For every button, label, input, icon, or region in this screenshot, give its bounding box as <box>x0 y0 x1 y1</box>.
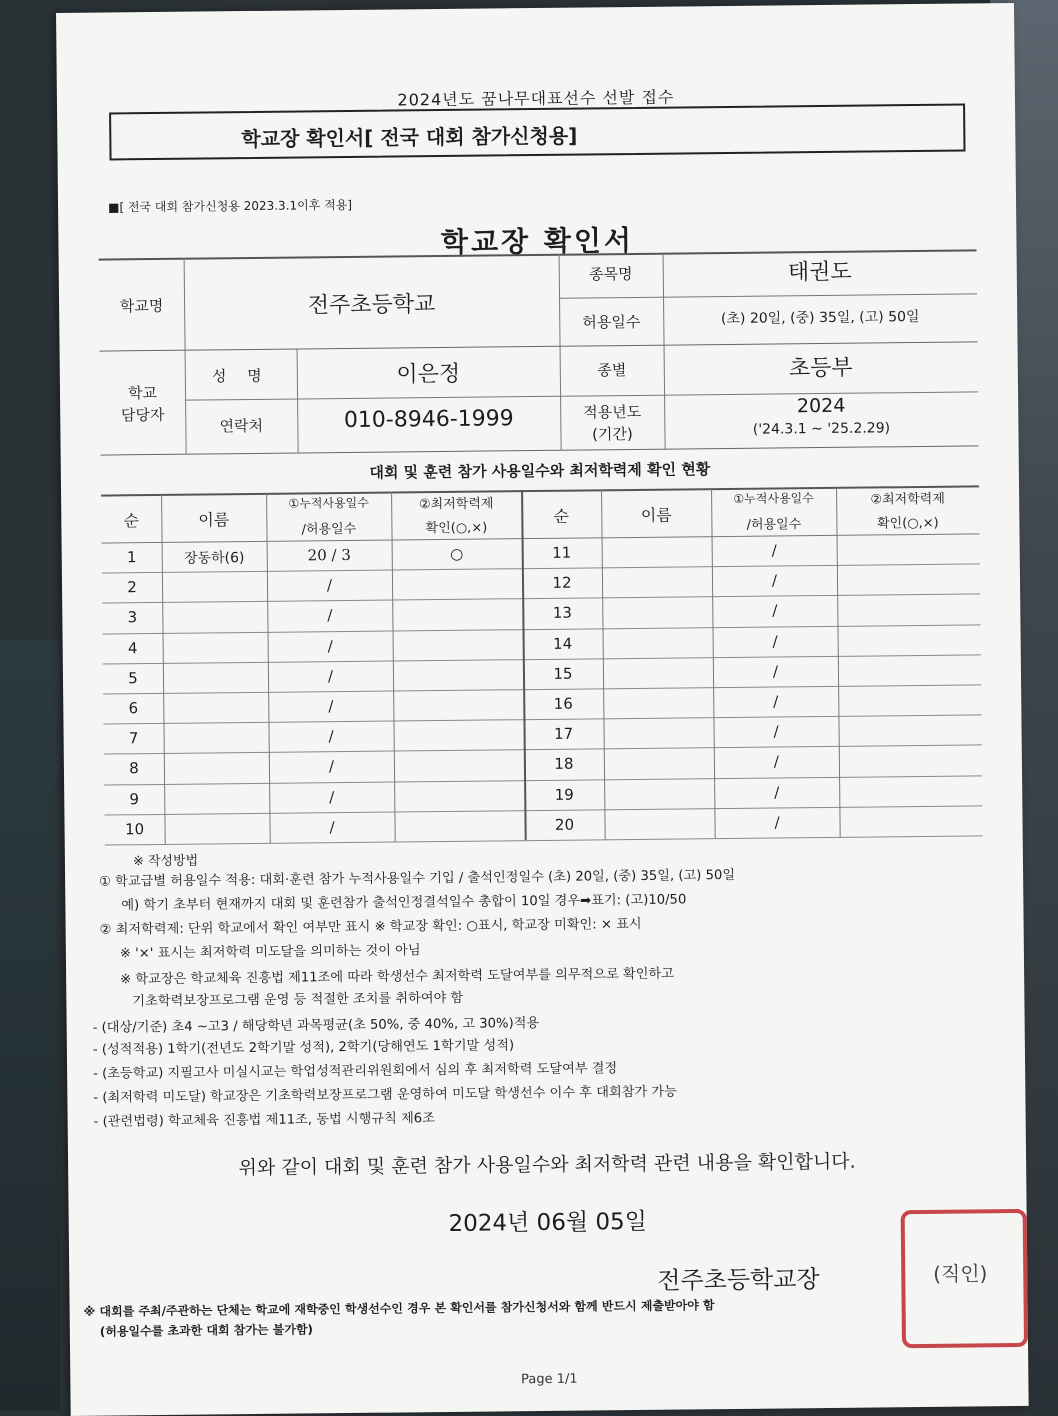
header-days-right-2: /허용일수 <box>746 517 802 533</box>
table-row-name <box>164 819 269 820</box>
table-row-name <box>162 607 267 608</box>
main-title: 학교장 확인서 <box>440 223 635 259</box>
instruction-line: 예) 학기 초부터 현재까지 대회 및 훈련참가 출석인정결석일수 총합이 10일 경우➡표기: (고)10/50 <box>121 892 687 914</box>
contact-value: 010-8946-1999 <box>343 406 514 434</box>
table-row-name <box>164 728 269 729</box>
table-row-name <box>163 698 268 699</box>
category-label: 종별 <box>597 361 627 380</box>
table-row-days: / <box>772 632 778 651</box>
table-row-check <box>838 660 981 661</box>
table-row-name: 장동하(6) <box>183 550 245 567</box>
table-row-check <box>394 756 524 757</box>
instruction-line: 기초학력보장프로그램 운영 등 적절한 조치를 취하여야 함 <box>132 990 464 1010</box>
table-row-days: / <box>328 757 335 776</box>
table-row-number: 5 <box>128 668 138 688</box>
table-row-days: / <box>326 576 333 595</box>
instruction-line: - (성적적용) 1학기(전년도 2학기말 성적), 2학기(당해연도 1학기말 성적) <box>92 1038 515 1058</box>
table-row-number: 15 <box>553 664 573 683</box>
table-row-number: 2 <box>127 578 137 597</box>
instruction-line: - (초등학교) 지필고사 미실시교는 학업성적관리위원회에서 심의 후 최저학력 도달여부 결정 <box>93 1061 618 1082</box>
table-row-check <box>394 725 524 726</box>
table-row-name <box>163 668 268 669</box>
table-row-check <box>839 811 982 812</box>
header-title-box <box>109 104 965 161</box>
event-label: 종목명 <box>588 264 633 284</box>
table-row-days: / <box>327 666 334 686</box>
manager-label-line1: 학교 <box>127 383 158 403</box>
table-row-number: 1 <box>126 548 137 567</box>
table-row-check <box>393 665 523 666</box>
instructions-heading: ※ 작성방법 <box>132 853 199 870</box>
table-row-name <box>604 723 714 724</box>
table-row-days: / <box>328 697 334 716</box>
table-row-check <box>838 630 981 631</box>
table-row-number: 9 <box>129 789 140 808</box>
table-row-number: 11 <box>552 543 572 562</box>
table-row-name <box>164 788 269 789</box>
table-row-name <box>603 663 713 664</box>
table-row-days: / <box>774 813 780 832</box>
footer-note-1: ※ 대회를 주최/주관하는 단체는 학교에 재학중인 학생선수인 경우 본 확인서를 참가신청서와 함께 반드시 제출받아야 함 <box>83 1298 715 1319</box>
table-row-check <box>837 539 980 540</box>
table-row-days: / <box>328 727 334 746</box>
table-row-name <box>602 603 712 604</box>
table-row-number: 17 <box>553 724 574 744</box>
confirm-statement: 위와 같이 대회 및 훈련 참가 사용일수와 최저학력 관련 내용을 확인합니다. <box>238 1150 856 1180</box>
table-row-check <box>392 605 522 606</box>
table-row-days: / <box>773 692 779 711</box>
apply-period-value: ('24.3.1 ~ '25.2.29) <box>752 420 891 438</box>
table-row-days: 20 / 3 <box>307 545 351 565</box>
seal-label: (직인) <box>933 1261 988 1286</box>
person-name-value: 이은정 <box>396 361 461 388</box>
table-row-number: 19 <box>554 785 574 804</box>
table-row-number: 12 <box>552 573 572 593</box>
allowed-days-label: 허용일수 <box>582 312 641 332</box>
table-row-days: / <box>327 606 333 625</box>
table-row-number: 20 <box>554 815 575 834</box>
table-row-check <box>839 781 982 782</box>
instruction-line: ① 학교급별 허용일수 적용: 대회·훈련 참가 누적사용일수 기입 / 출석인정일수 (초) 20일, (중) 35일, (고) 50일 <box>99 867 736 890</box>
table-row-name <box>604 784 714 785</box>
header-acad-right-2: 확인(○,×) <box>877 515 939 532</box>
table-row-check <box>839 751 982 752</box>
section-title: 대회 및 훈련 참가 사용일수와 최저학력제 확인 현황 <box>369 460 711 482</box>
table-row-days: / <box>771 541 777 560</box>
instruction-line: - (최저학력 미도달) 학교장은 기초학력보장프로그램 운영하여 미도달 학생선수 이수 후 대회참가 가능 <box>93 1084 677 1106</box>
header-days-left-1: ①누적사용일수 <box>288 495 369 511</box>
table-row-check <box>394 786 524 787</box>
table-row-check <box>837 570 980 571</box>
table-row-name <box>602 572 712 573</box>
table-row-number: 4 <box>127 638 138 657</box>
table-row-check <box>393 695 523 696</box>
table-row-days: / <box>329 787 335 806</box>
instruction-line: - (관련법령) 학교체육 진흥법 제11조, 동법 시행규칙 제6조 <box>93 1111 435 1130</box>
school-name-value: 전주초등학교 <box>307 292 436 319</box>
table-row-check <box>838 690 981 691</box>
table-row-name <box>604 754 714 755</box>
table-row-name <box>602 542 712 543</box>
header-no-right: 순 <box>553 506 570 526</box>
contact-label: 연락처 <box>219 416 264 436</box>
table-row-number: 18 <box>554 755 574 774</box>
footer-note-2: (허용일수를 초과한 대회 참가는 불가함) <box>99 1322 314 1339</box>
header-box-title: 학교장 확인서[ 전국 대회 참가신청용] <box>241 123 578 152</box>
apply-period-label: (기간) <box>592 424 633 444</box>
manager-label-line2: 담당자 <box>120 405 165 425</box>
instruction-line: ② 최저학력제: 단위 학교에서 확인 여부만 표시 ※ 학교장 확인: ○표시, 학교장 미확인: × 표시 <box>99 916 642 938</box>
table-row-number: 10 <box>124 819 145 839</box>
table-row-days: / <box>773 722 779 741</box>
table-row-days: / <box>772 601 778 620</box>
apply-year-value: 2024 <box>796 394 846 418</box>
table-row-check: ○ <box>450 544 464 563</box>
header-days-right-1: ①누적사용일수 <box>733 491 814 506</box>
school-name-label: 학교명 <box>119 296 164 316</box>
table-row-name <box>603 633 713 634</box>
header-name-left: 이름 <box>198 510 230 530</box>
table-row-name <box>162 577 267 578</box>
header-acad-left-2: 확인(○,×) <box>425 520 488 537</box>
desk-background-left <box>0 640 60 1411</box>
table-row-days: / <box>773 752 780 771</box>
table-row-days: / <box>329 817 335 836</box>
document-top-title: 2024년도 꿈나무대표선수 선발 접수 <box>397 87 675 110</box>
table-row-check <box>393 635 523 636</box>
signer-name: 전주초등학교장 <box>657 1265 820 1295</box>
table-row-number: 6 <box>128 699 139 718</box>
instruction-line: ※ 학교장은 학교체육 진흥법 제11조에 따라 학생선수 최저학력 도달여부를 의무적으로 확인하고 <box>120 966 675 988</box>
table-row-days: / <box>771 571 778 590</box>
person-name-label: 성 명 <box>211 366 270 386</box>
table-row-days: / <box>327 636 333 655</box>
document-paper <box>56 3 1029 1416</box>
table-row-days: / <box>772 662 779 681</box>
table-row-number: 8 <box>129 759 139 778</box>
table-row-check <box>837 600 980 601</box>
table-row-check <box>394 816 524 817</box>
table-row-name <box>163 637 268 638</box>
apply-year-label: 적용년도 <box>583 402 642 422</box>
header-acad-left-1: ②최저학력제 <box>418 496 494 513</box>
table-row-check <box>392 574 522 575</box>
table-row-name <box>604 814 714 815</box>
table-row-number: 7 <box>128 729 139 748</box>
event-value: 태권도 <box>787 259 852 286</box>
header-name-right: 이름 <box>640 505 672 525</box>
table-row-number: 3 <box>127 608 138 627</box>
page-number: Page 1/1 <box>521 1371 578 1388</box>
allowed-days-value: (초) 20일, (중) 35일, (고) 50일 <box>720 308 920 328</box>
application-note: ■[ 전국 대회 참가신청용 2023.3.1이후 적용] <box>107 197 353 215</box>
table-row-name <box>603 693 713 694</box>
header-days-left-2: /허용일수 <box>301 521 357 538</box>
table-row-number: 13 <box>552 604 572 623</box>
category-value: 초등부 <box>788 355 853 382</box>
table-row-days: / <box>774 783 780 802</box>
header-acad-right-1: ②최저학력제 <box>870 491 945 508</box>
confirm-date: 2024년 06월 05일 <box>448 1208 648 1237</box>
table-row-number: 16 <box>553 694 573 713</box>
instruction-line: - (대상/기준) 초4 ~고3 / 해당학년 과목평균(초 50%, 중 40%, 고 30%)적용 <box>92 1016 540 1036</box>
table-row-number: 14 <box>553 634 573 653</box>
table-row-check <box>838 721 981 722</box>
table-row-name <box>164 758 269 759</box>
instruction-line: ※ '×' 표시는 최저학력 미도달을 의미하는 것이 아님 <box>119 943 421 962</box>
header-no-left: 순 <box>123 511 140 531</box>
official-seal <box>901 1209 1028 1348</box>
